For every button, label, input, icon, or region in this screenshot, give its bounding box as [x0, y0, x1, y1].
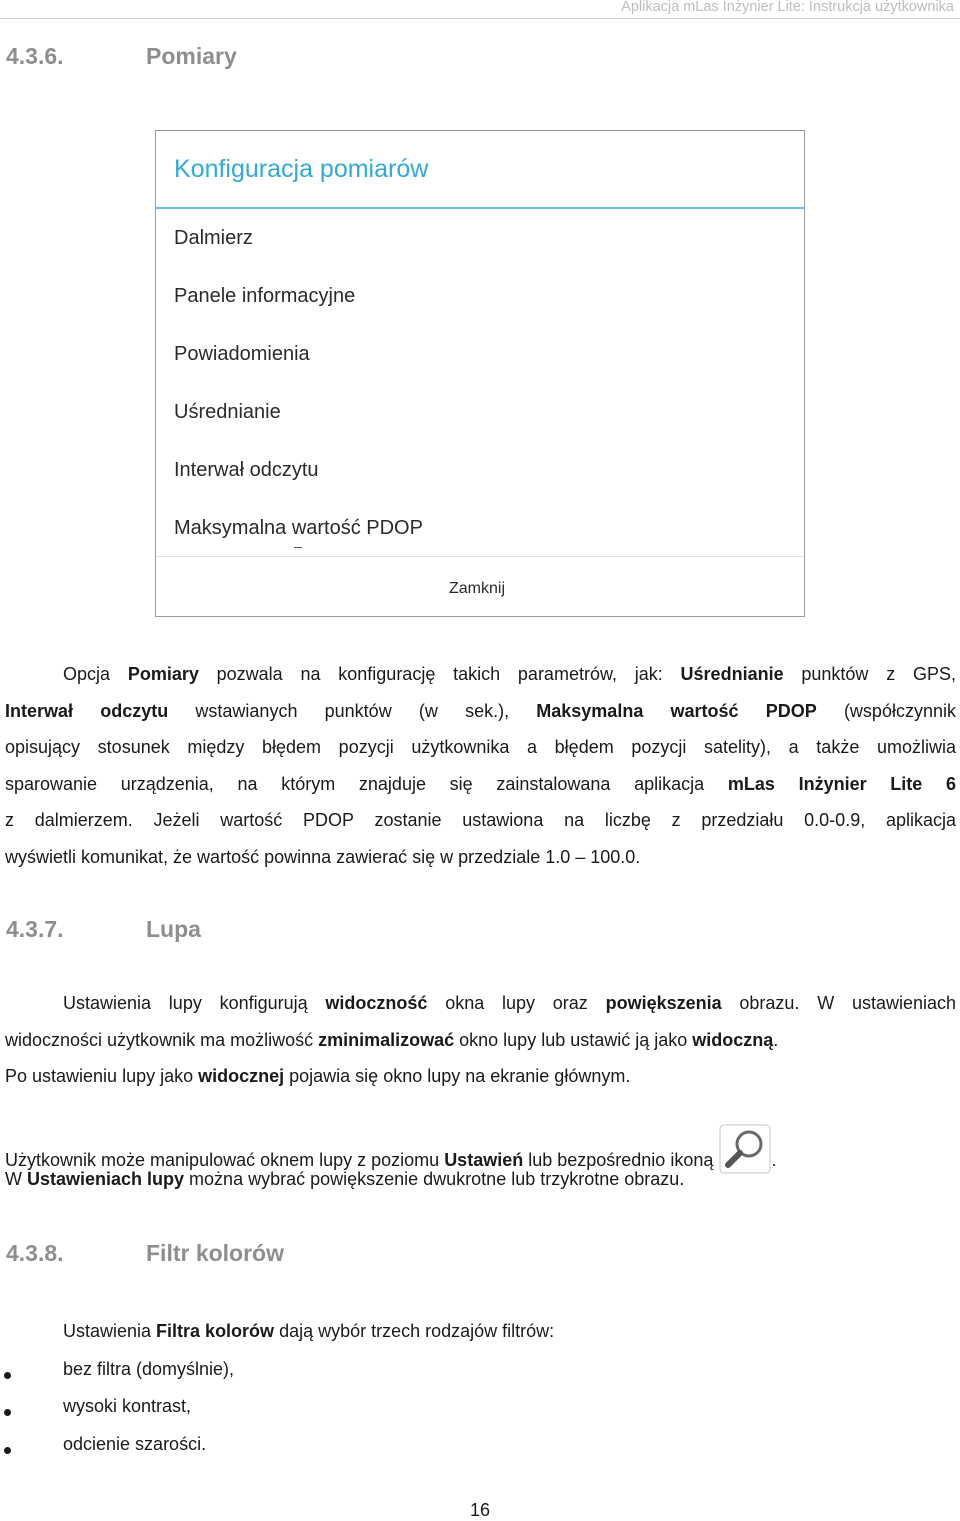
text-line: Po ustawieniu lupy jako widocznej pojawia się okno lupy na ekranie głównym. [5, 1066, 631, 1087]
section-number: 4.3.6. [6, 43, 64, 69]
section-number: 4.3.8. [6, 1240, 64, 1266]
close-button[interactable]: Zamknij [449, 580, 506, 597]
bullet-icon [4, 1409, 11, 1416]
dialog-title-divider [156, 207, 804, 209]
section-title: Filtr kolorów [146, 1240, 284, 1266]
scroll-indicator [294, 547, 302, 548]
section-title: Pomiary [146, 43, 237, 69]
dialog-item-dalmierz[interactable]: Dalmierz [174, 227, 253, 249]
dialog-title: Konfiguracja pomiarów [174, 155, 429, 183]
pomiary-description [5, 656, 956, 876]
text-line: Ustawienia lupy konfigurują widoczność okna lupy oraz powiększenia obrazu. W ustawieniach [63, 993, 956, 1013]
text-line: Opcja Pomiary pozwala na konfigurację takich parametrów, jak: Uśrednianie punktów z GPS, [63, 664, 956, 684]
running-header [0, 0, 960, 19]
lupa-icon-description [5, 1124, 956, 1197]
text-line: opisujący stosunek między błędem pozycji użytkownika a błędem pozycji satelity), a także umożliwia [5, 737, 956, 758]
section-number: 4.3.7. [6, 916, 64, 942]
filtr-description [5, 1313, 956, 1350]
magnifier-icon [719, 1124, 771, 1174]
text-line: Użytkownik może manipulować oknem lupy z poziomu Ustawień lub bezpośrednio ikoną . [5, 1124, 956, 1161]
text-line: W Ustawieniach lupy można wybrać powiększenie dwukrotne lub trzykrotne obrazu. [5, 1168, 685, 1189]
dialog-footer-divider [156, 556, 804, 557]
bullet-icon [4, 1372, 11, 1379]
dialog-item-powiadomienia[interactable]: Powiadomienia [174, 343, 310, 365]
running-header-title: Aplikacja mLas Inżynier Lite: Instrukcja użytkownika [621, 0, 954, 15]
bullet-icon [4, 1447, 11, 1454]
text-line: wyświetli komunikat, że wartość powinna zawierać się w przedziale 1.0 – 100.0. [5, 846, 641, 867]
page-number: 16 [470, 1500, 491, 1520]
text-line: Ustawienia Filtra kolorów dają wybór trzech rodzajów filtrów: [63, 1321, 555, 1341]
text-line: widoczności użytkownik ma możliwość zminimalizować okno lupy lub ustawić ją jako widoczną. [5, 1029, 779, 1050]
section-title: Lupa [146, 916, 201, 942]
text-line: Interwał odczytu wstawianych punktów (w sek.), Maksymalna wartość PDOP (współczynnik [5, 700, 956, 721]
measurement-config-dialog [155, 130, 805, 617]
lupa-description [5, 985, 956, 1095]
dialog-item-panele-informacyjne[interactable]: Panele informacyjne [174, 285, 356, 307]
text-line: z dalmierzem. Jeżeli wartość PDOP zostanie ustawiona na liczbę z przedziału 0.0-0.9, aplikacja [5, 810, 956, 831]
dialog-item-maksymalna-wartosc-pdop[interactable]: Maksymalna wartość PDOP [174, 517, 423, 539]
dialog-item-interwal-odczytu[interactable]: Interwał odczytu [174, 459, 319, 481]
text-line: sparowanie urządzenia, na którym znajduje się zainstalowana aplikacja mLas Inżynier Lite 6 [5, 773, 956, 794]
dialog-item-usrednianie[interactable]: Uśrednianie [174, 401, 281, 423]
